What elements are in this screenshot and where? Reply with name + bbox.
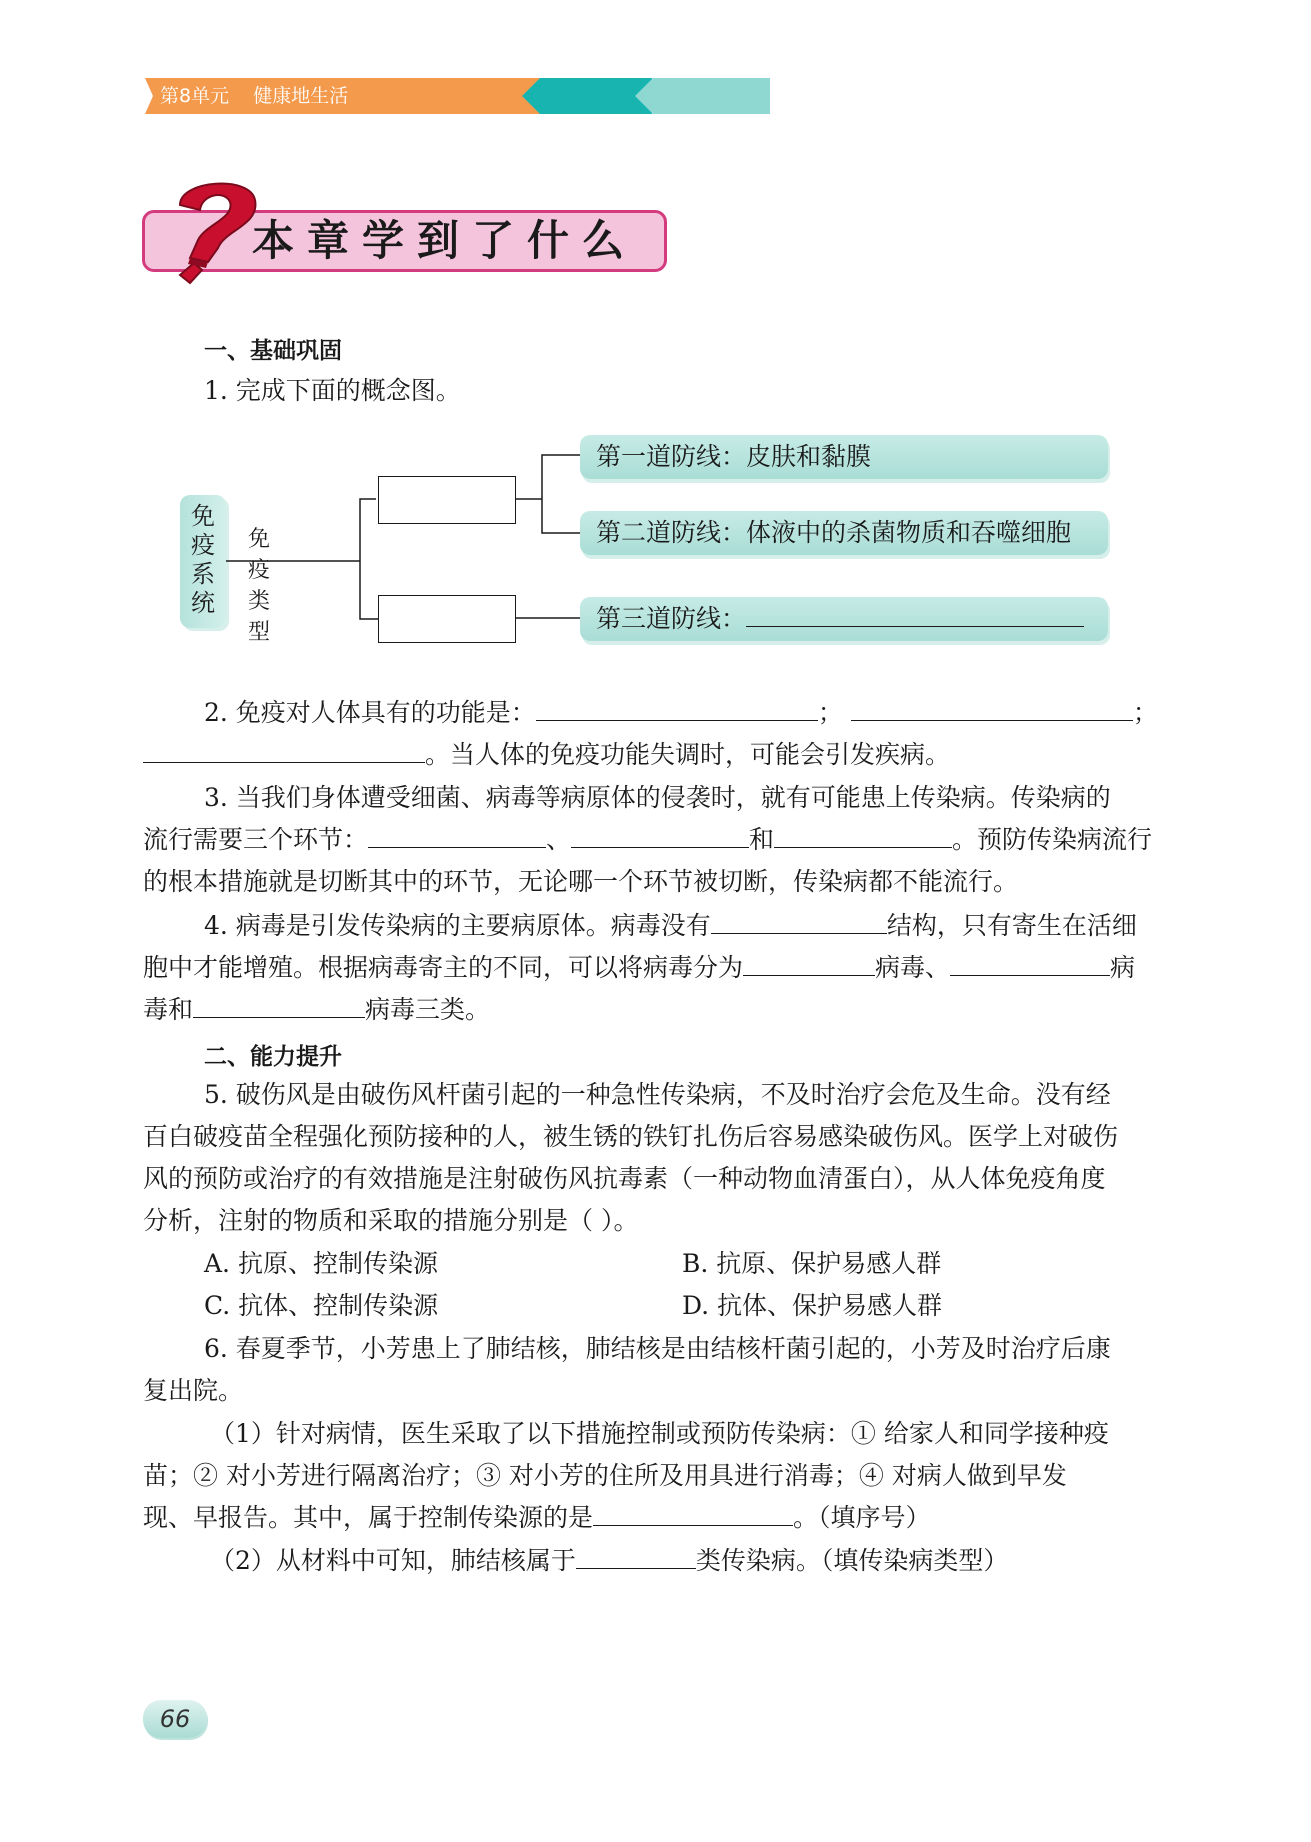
- q6-sub2-a: （2）从材料中可知，肺结核属于: [210, 1546, 576, 1575]
- unit-label: 第8单元 健康地生活: [160, 85, 349, 107]
- q6-sub2-b: 类传染病。（填传染病类型）: [695, 1546, 1009, 1575]
- blank-q3-1: [368, 819, 546, 848]
- q4-line3: [143, 989, 490, 1031]
- blank-q4-3: [950, 947, 1110, 976]
- blank-third-defense: [746, 602, 1084, 627]
- q4-line2: [143, 947, 1135, 989]
- q5-line2: 百白破疫苗全程强化预防接种的人，被生锈的铁钉扎伤后容易感染破伤风。医学上对破伤: [143, 1122, 1119, 1151]
- blank-q6-1: [593, 1497, 793, 1526]
- blank-q2-2: [851, 692, 1133, 721]
- second-defense-line: 第二道防线：体液中的杀菌物质和吞噬细胞: [580, 511, 1108, 555]
- q3-line3: 的根本措施就是切断其中的环节，无论哪一个环节被切断，传染病都不能流行。: [143, 867, 1019, 896]
- immune-type-box-1: [378, 476, 516, 524]
- q3-line2-c: 和: [749, 825, 775, 854]
- blank-q3-3: [774, 819, 952, 848]
- section-heading-basics: 一、基础巩固: [204, 338, 342, 364]
- q6-sub1-line2: 苗；② 对小芳进行隔离治疗；③ 对小芳的住所及用具进行消毒；④ 对病人做到早发: [143, 1461, 1067, 1490]
- q2-line2: [143, 734, 950, 776]
- q4-line1: [204, 905, 1137, 947]
- q3-line1: 3. 当我们身体遭受细菌、病毒等病原体的侵袭时，就有可能患上传染病。传染病的: [204, 783, 1111, 812]
- blank-q6-2: [576, 1540, 696, 1569]
- first-defense-line: 第一道防线：皮肤和黏膜: [580, 435, 1108, 479]
- q4-line2-c: 病: [1110, 953, 1136, 982]
- q5-option-a[interactable]: A. 抗原、控制传染源: [204, 1249, 438, 1278]
- q4-line3-b: 病毒三类。: [365, 995, 491, 1024]
- immune-type-box-2: [378, 595, 516, 643]
- q5-line4: 分析，注射的物质和采取的措施分别是（ ）。: [143, 1206, 639, 1235]
- q3-line2-a: 流行需要三个环节：: [143, 825, 369, 854]
- q5-option-b[interactable]: B. 抗原、保护易感人群: [682, 1249, 942, 1278]
- q5-option-c[interactable]: C. 抗体、控制传染源: [204, 1291, 439, 1320]
- q2-suffix: 。当人体的免疫功能失调时，可能会引发疾病。: [425, 740, 951, 769]
- q1-prompt: 1. 完成下面的概念图。: [204, 376, 461, 405]
- q3-line2-d: 。预防传染病流行: [952, 825, 1153, 854]
- q3-line2: [143, 819, 1152, 861]
- section-heading-ability: 二、能力提升: [204, 1044, 342, 1070]
- q3-line2-b: 、: [546, 825, 572, 854]
- blank-q2-3: [143, 734, 425, 763]
- q5-line1: 5. 破伤风是由破伤风杆菌引起的一种急性传染病，不及时治疗会危及生命。没有经: [204, 1080, 1111, 1109]
- q6-sub2: [210, 1540, 1008, 1582]
- page-number: 66: [159, 1705, 191, 1733]
- blank-q4-2: [743, 947, 875, 976]
- q4-line1-a: 4. 病毒是引发传染病的主要病原体。病毒没有: [204, 911, 711, 940]
- q4-line3-a: 毒和: [143, 995, 194, 1024]
- third-defense-line: [580, 597, 1108, 641]
- q6-sub1-line3-a: 现、早报告。其中，属于控制传染源的是: [143, 1503, 594, 1532]
- blank-q3-2: [571, 819, 749, 848]
- q6-sub1-line3: [143, 1497, 931, 1539]
- immune-system-text: 免疫系统: [191, 502, 215, 617]
- q2-line1: [204, 692, 1158, 734]
- q6-line1: 6. 春夏季节，小芳患上了肺结核，肺结核是由结核杆菌引起的，小芳及时治疗后康: [204, 1334, 1111, 1363]
- q4-line2-b: 病毒、: [875, 953, 951, 982]
- q6-line2: 复出院。: [143, 1376, 244, 1405]
- q2-sep2: ；: [1132, 698, 1158, 727]
- immune-type-label: 免疫类型: [248, 527, 271, 645]
- blank-q2-1: [536, 692, 818, 721]
- q5-option-d[interactable]: D. 抗体、保护易感人群: [682, 1291, 943, 1320]
- blank-q4-1: [711, 905, 887, 934]
- q2-sep1: ；: [817, 698, 843, 727]
- q4-line1-b: 结构，只有寄生在活细: [886, 911, 1137, 940]
- chapter-title: 本章学到了什么: [252, 216, 638, 265]
- q6-sub1-line1: （1）针对病情，医生采取了以下措施控制或预防传染病：① 给家人和同学接种疫: [210, 1419, 1109, 1448]
- blank-q4-4: [193, 989, 365, 1018]
- third-defense-label: 第三道防线：: [596, 604, 747, 633]
- concept-map-lines: [0, 0, 1311, 700]
- q2-prefix: 2. 免疫对人体具有的功能是：: [204, 698, 536, 727]
- q5-line3: 风的预防或治疗的有效措施是注射破伤风抗毒素（一种动物血清蛋白），从人体免疫角度: [143, 1164, 1106, 1193]
- q6-sub1-line3-b: 。（填序号）: [793, 1503, 931, 1532]
- q4-line2-a: 胞中才能增殖。根据病毒寄主的不同，可以将病毒分为: [143, 953, 744, 982]
